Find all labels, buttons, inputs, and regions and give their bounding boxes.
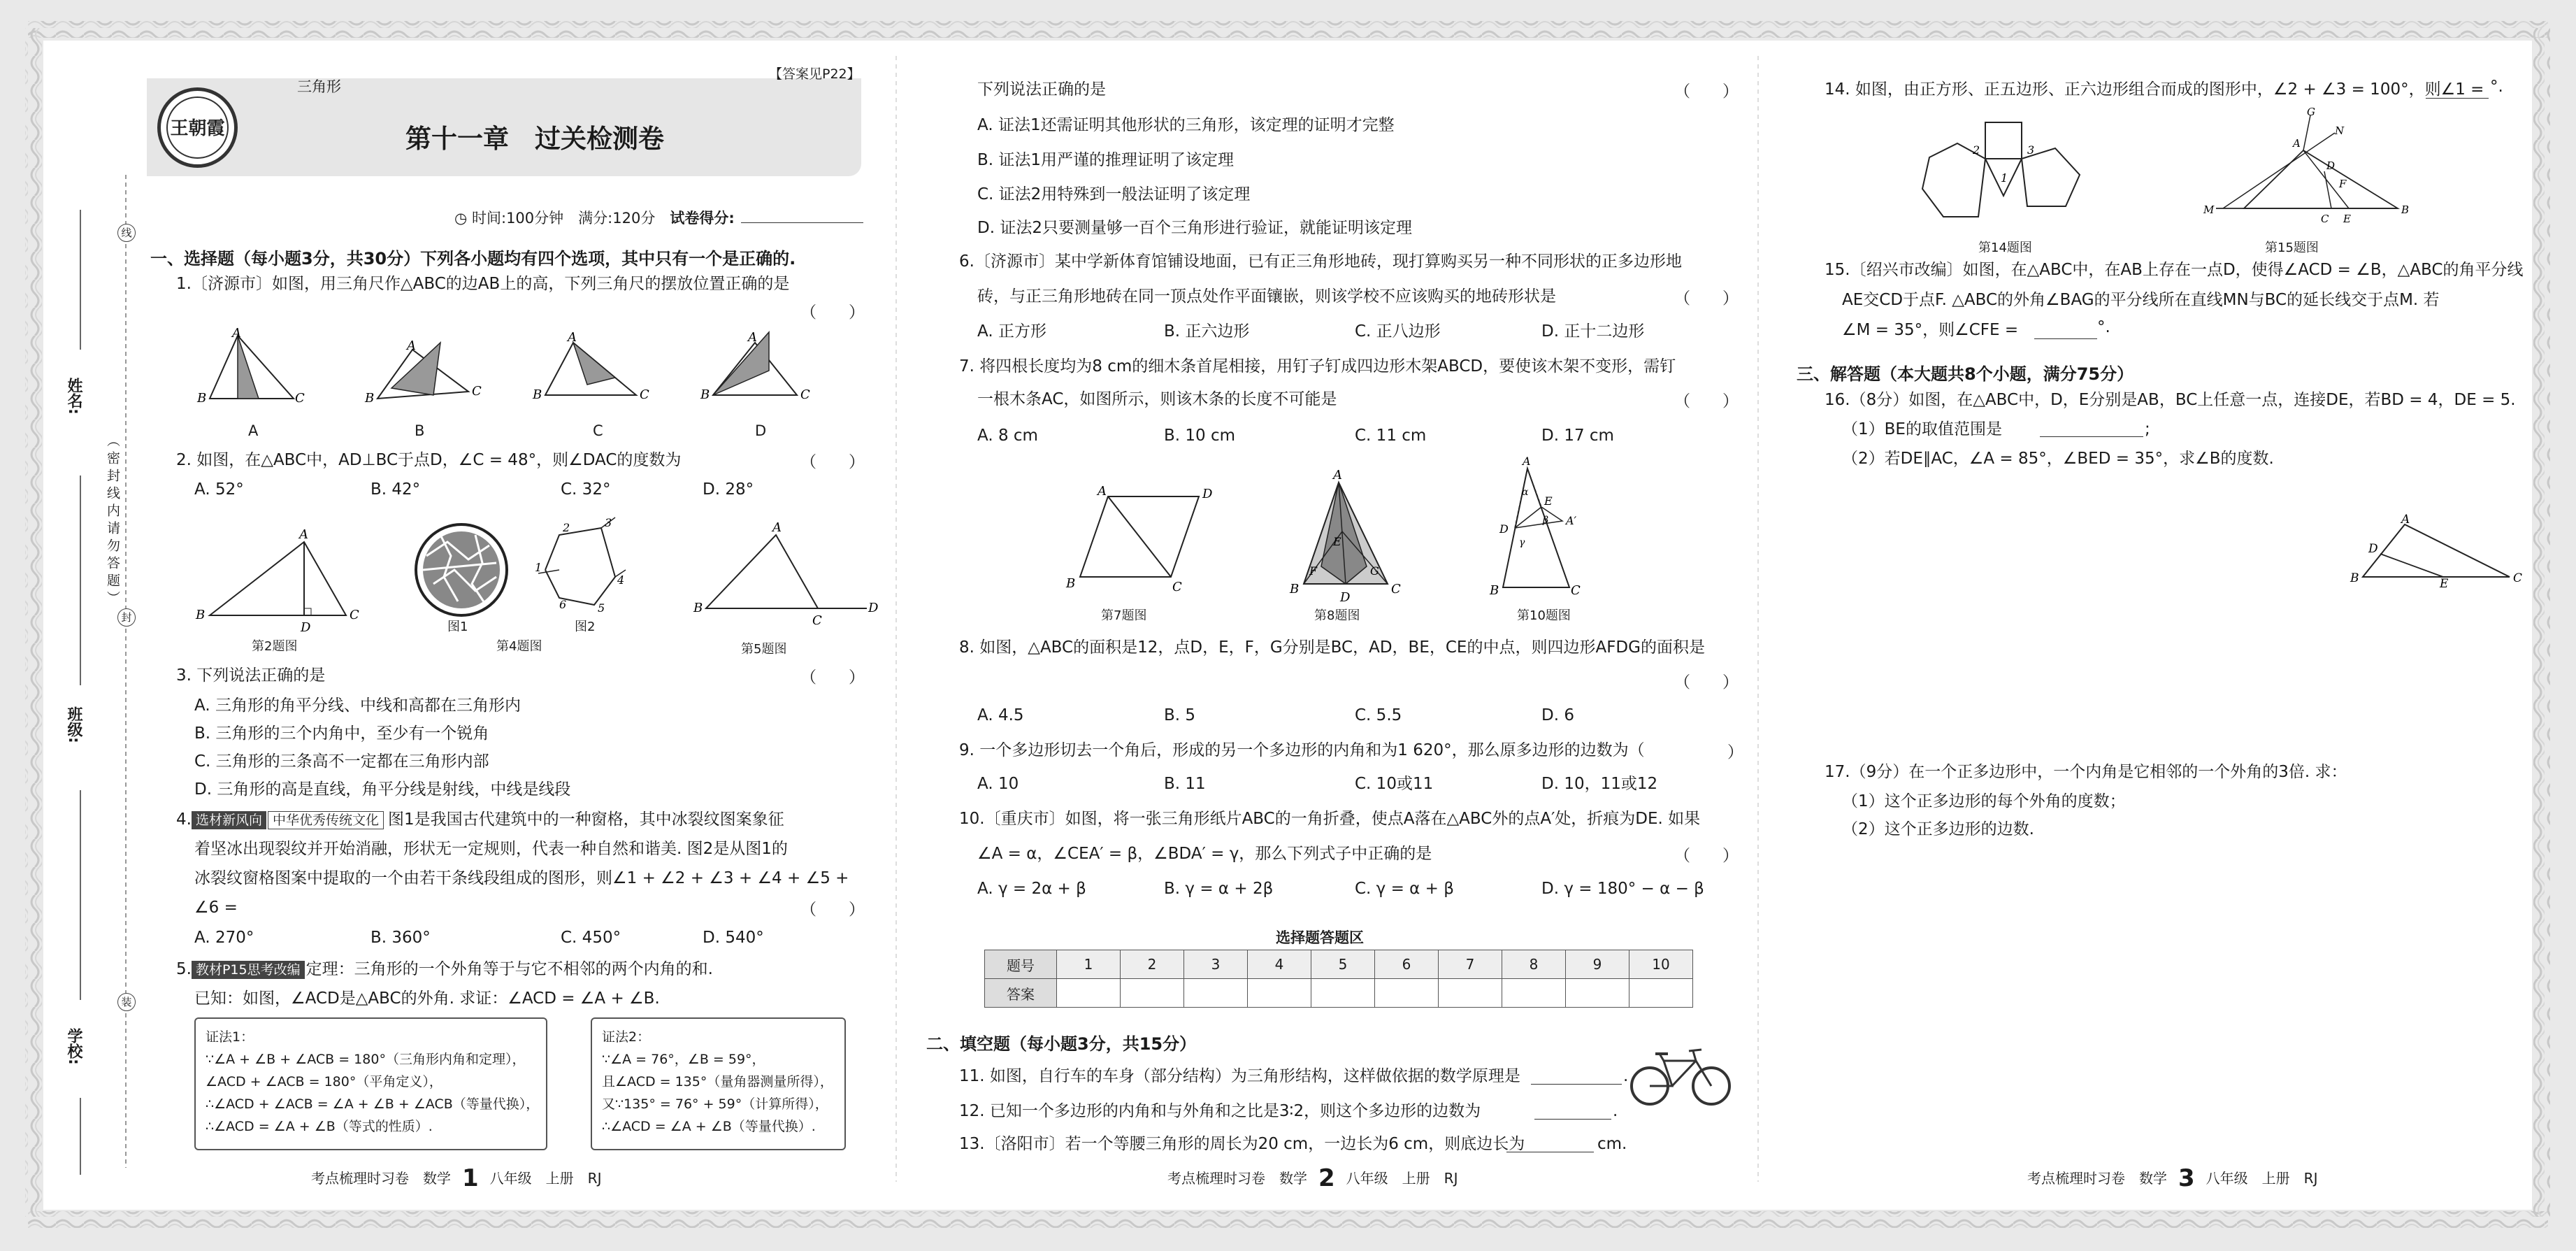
q15-line1: 15.〔绍兴市改编〕如图，在△ABC中，在AB上存在一点D，使得∠ACD = ∠B，△ABC的角平分线 <box>1825 261 2524 279</box>
q3-option-d[interactable]: D. 三角形的高是直线，角平分线是射线，中线是线段 <box>194 780 571 799</box>
q5-line2: 已知：如图，∠ACD是△ABC的外角. 求证：∠ACD = ∠A + ∠B. <box>194 989 660 1008</box>
svg-text:3: 3 <box>2027 143 2035 157</box>
svg-text:D: D <box>2326 159 2336 172</box>
q9-option-d[interactable]: D. 10，11或12 <box>1541 775 1658 793</box>
q1-label-a: A <box>248 422 259 439</box>
q7-line1: 7. 将四根长度均为8 cm的细木条首尾相接，用钉子钉成四边形木架ABCD，要使该木架不变形，需钉 <box>959 357 1676 376</box>
q16-line2: （1）BE的取值范围是 <box>1842 420 2002 438</box>
q6-option-a[interactable]: A. 正方形 <box>977 322 1046 341</box>
q1-label-b: B <box>415 422 425 439</box>
caption-q4: 第4题图 <box>496 639 542 654</box>
q12-text: 12. 已知一个多边形的内角和与外角和之比是3∶2，则这个多边形的边数为 <box>959 1102 1481 1120</box>
svg-text:B: B <box>1490 583 1499 598</box>
caption-q5: 第5题图 <box>741 642 787 657</box>
fig-q7 <box>1065 484 1213 594</box>
q10-option-c[interactable]: C. γ = α + β <box>1355 880 1454 898</box>
svg-text:D: D <box>2368 542 2378 556</box>
q5-option-b[interactable]: B. 证法1用严谨的推理证明了该定理 <box>977 151 1235 169</box>
q10-option-b[interactable]: B. γ = α + 2β <box>1164 880 1274 898</box>
info-lines <box>70 210 91 1189</box>
caption-q14: 第14题图 <box>1978 241 2032 255</box>
q10-answer-paren[interactable]: （ ） <box>1674 847 1739 865</box>
q15-degree: °. <box>2097 318 2110 336</box>
answer-table-header-row: 题号 1 2 3 4 5 6 7 8 9 10 <box>985 950 1693 979</box>
svg-text:F: F <box>2339 178 2347 190</box>
q9-option-b[interactable]: B. 11 <box>1164 775 1206 793</box>
seal-mark-2: 封 <box>117 608 136 627</box>
q2-option-b[interactable]: B. 42° <box>370 480 421 499</box>
fig-q8 <box>1289 468 1401 605</box>
q7-line2: 一根木条AC，如图所示，则该木条的长度不可能是 <box>977 390 1337 408</box>
q4-line1: 4. 选材新风向 中华优秀传统文化 图1是我国古代建筑中的一种窗格，其中冰裂纹图案象征 <box>176 810 784 829</box>
svg-text:A: A <box>299 527 308 542</box>
answer-cell-6[interactable] <box>1375 979 1439 1008</box>
svg-text:4: 4 <box>617 573 625 587</box>
section-2-heading: 二、填空题（每小题3分，共15分） <box>926 1034 1197 1054</box>
q8-option-d[interactable]: D. 6 <box>1541 706 1574 724</box>
answer-table <box>984 950 1693 1008</box>
svg-text:C: C <box>350 608 359 622</box>
answer-cell-5[interactable] <box>1311 979 1375 1008</box>
seal-mark-3: 装 <box>117 993 136 1011</box>
fig-q16 <box>2342 513 2524 591</box>
fig-window <box>416 524 507 615</box>
seal-notice: （密封线内请勿答题） <box>105 434 120 608</box>
footer-page-1: 考点梳理时习卷 数学 1 八年级 上册 RJ <box>311 1164 602 1192</box>
q12-period: . <box>1613 1102 1618 1120</box>
q11-text: 11. 如图，自行车的车身（部分结构）为三角形结构，这样做依据的数学原理是 <box>959 1067 1520 1085</box>
q10-option-a[interactable]: A. γ = 2α + β <box>977 880 1086 898</box>
svg-text:A: A <box>2401 513 2410 527</box>
q7-option-a[interactable]: A. 8 cm <box>977 427 1038 445</box>
q6-answer-paren[interactable]: （ ） <box>1674 289 1739 308</box>
svg-text:D: D <box>1202 487 1213 501</box>
footer-page-2: 考点梳理时习卷 数学 2 八年级 上册 RJ <box>1167 1164 1458 1192</box>
q1-answer-paren[interactable]: （ ） <box>800 303 865 322</box>
q5-tag: 教材P15思考改编 <box>192 961 305 979</box>
caption-q15: 第15题图 <box>2265 241 2319 255</box>
q1-fig-d <box>700 330 810 402</box>
q17-line1: 17.（9分）在一个正多边形中，一个内角是它相邻的一个外角的3倍. 求： <box>1825 763 2347 781</box>
svg-text:N: N <box>2335 124 2345 137</box>
fig-ice-crack <box>535 516 626 615</box>
q4-line2: 着坚冰出现裂纹并开始消融，形状无一定规则，代表一种自然和谐美. 图2是从图1的 <box>194 840 788 858</box>
svg-text:A: A <box>232 326 241 341</box>
svg-text:A: A <box>748 330 757 345</box>
answer-cell-2[interactable] <box>1121 979 1184 1008</box>
svg-text:B: B <box>2350 571 2359 585</box>
caption-fig2: 图2 <box>575 620 596 634</box>
svg-text:D: D <box>301 620 311 635</box>
time-info: ◷ 时间:100分钟 满分:120分 试卷得分: <box>454 210 735 227</box>
q6-option-d[interactable]: D. 正十二边形 <box>1541 322 1645 341</box>
q4-line4: ∠6 = <box>194 899 238 917</box>
svg-text:A: A <box>772 520 782 535</box>
svg-text:E: E <box>1544 494 1553 508</box>
q4-option-a[interactable]: A. 270° <box>194 929 254 947</box>
svg-text:A: A <box>1333 468 1342 482</box>
svg-text:γ: γ <box>1519 537 1525 548</box>
answer-table-title: 选择题答题区 <box>1276 929 1364 946</box>
q6-option-b[interactable]: B. 正六边形 <box>1164 322 1250 341</box>
q16-line1: 16.（8分）如图，在△ABC中，D，E分别是AB，BC上任意一点，连接DE，若BD = 4，DE = 5. <box>1825 391 2516 409</box>
svg-text:5: 5 <box>598 601 605 615</box>
section-3-heading: 三、解答题（本大题共8个小题，满分75分） <box>1797 364 2134 384</box>
svg-text:C: C <box>472 384 482 399</box>
q4-option-b[interactable]: B. 360° <box>370 929 431 947</box>
q5-answer-paren[interactable]: （ ） <box>1674 83 1739 101</box>
q6-option-c[interactable]: C. 正八边形 <box>1355 322 1441 341</box>
q16-line3: （2）若DE∥AC，∠A = 85°，∠BED = 35°，求∠B的度数. <box>1842 450 2274 468</box>
q2-answer-paren[interactable]: （ ） <box>800 453 865 471</box>
answer-cell-4[interactable] <box>1248 979 1311 1008</box>
q8-option-a[interactable]: A. 4.5 <box>977 706 1024 724</box>
q3-option-a[interactable]: A. 三角形的角平分线、中线和高都在三角形内 <box>194 696 521 715</box>
q5-option-a[interactable]: A. 证法1还需证明其他形状的三角形，该定理的证明才完整 <box>977 116 1395 134</box>
q17-line2: （1）这个正多边形的每个外角的度数； <box>1842 792 2126 810</box>
class-label: 班级: <box>65 706 82 743</box>
svg-text:B: B <box>1290 582 1300 596</box>
q14-text: 14. 如图，由正方形、正五边形、正六边形组合而成的图形中，∠2 + ∠3 = 100°，则∠1 = <box>1825 80 2484 99</box>
q13-text: 13.〔洛阳市〕若一个等腰三角形的周长为20 cm，一边长为6 cm，则底边长为 <box>959 1135 1525 1153</box>
q15-line3: ∠M = 35°，则∠CFE = <box>1842 321 2019 339</box>
q2-option-d[interactable]: D. 28° <box>703 480 754 499</box>
q9-option-c[interactable]: C. 10或11 <box>1355 775 1434 793</box>
answer-ref: 【答案见P22】 <box>769 66 861 82</box>
q5-option-d[interactable]: D. 证法2只要测量够一百个三角形进行验证，就能证明该定理 <box>977 219 1412 237</box>
logo <box>157 87 238 168</box>
q3-text: 3. 下列说法正确的是 <box>176 666 326 685</box>
svg-text:A: A <box>2293 137 2301 150</box>
svg-text:B: B <box>693 601 703 615</box>
svg-text:A: A <box>1523 455 1531 468</box>
q4-tag-culture: 中华优秀传统文化 <box>268 811 384 829</box>
svg-text:3: 3 <box>605 516 612 529</box>
proof-1-box: 证法1： ∵∠A + ∠B + ∠ACB = 180°（三角形内角和定理）， ∠ACD + ∠ACB = 180°（平角定义）， ∴∠ACD + ∠ACB = ∠A + ∠B + ∠ACB（等量代换）， ∴∠ACD = ∠A + ∠B（等式的性质）. <box>194 1017 547 1150</box>
q2-option-c[interactable]: C. 32° <box>561 480 611 499</box>
svg-text:A: A <box>568 330 577 345</box>
svg-text:M: M <box>2203 203 2215 216</box>
svg-text:2: 2 <box>1973 143 1980 157</box>
caption-q2: 第2题图 <box>252 639 298 654</box>
svg-text:1: 1 <box>535 561 542 574</box>
svg-text:D: D <box>1340 590 1351 605</box>
svg-text:E: E <box>1333 535 1341 548</box>
caption-q8: 第8题图 <box>1314 608 1360 623</box>
q7-q8-q10-figures <box>1066 455 1667 608</box>
svg-text:A: A <box>407 338 416 353</box>
svg-text:C: C <box>2513 571 2523 585</box>
q10-line1: 10.〔重庆市〕如图，将一张三角形纸片ABC的一角折叠，使点A落在△ABC外的点A′处，折痕为DE. 如果 <box>959 810 1701 828</box>
q17-line3: （2）这个正多边形的边数. <box>1842 820 2034 838</box>
svg-text:6: 6 <box>559 598 567 611</box>
bicycle-icon <box>1629 1045 1734 1108</box>
q9-option-a[interactable]: A. 10 <box>977 775 1019 793</box>
svg-text:C: C <box>800 387 810 402</box>
section-label: 三角形 <box>297 78 341 95</box>
name-label: 姓名: <box>65 378 82 415</box>
q3-option-b[interactable]: B. 三角形的三个内角中，至少有一个锐角 <box>194 724 489 743</box>
svg-text:B: B <box>1066 576 1076 591</box>
q1-fig-a <box>196 326 305 406</box>
q4-answer-paren[interactable]: （ ） <box>800 901 865 919</box>
fig-q14 <box>1922 122 2080 217</box>
caption-q10: 第10题图 <box>1517 608 1571 623</box>
svg-text:C: C <box>2321 213 2329 225</box>
q4-option-c[interactable]: C. 450° <box>561 929 621 947</box>
svg-text:C: C <box>812 613 822 628</box>
q7-answer-paren[interactable]: （ ） <box>1674 392 1739 410</box>
q6-line1: 6.〔济源市〕某中学新体育馆铺设地面，已有正三角形地砖，现打算购买另一种不同形状的正多边形地 <box>959 252 1682 271</box>
svg-text:D: D <box>1499 522 1509 536</box>
q4-line3: 冰裂纹窗格图案中提取的一个由若干条线段组成的图形，则∠1 + ∠2 + ∠3 + ∠4 + ∠5 + <box>194 869 849 887</box>
q10-line2: ∠A = α，∠CEA′ = β，∠BDA′ = γ，那么下列式子中正确的是 <box>977 845 1432 863</box>
q15-blank[interactable] <box>2034 338 2097 339</box>
q8-text: 8. 如图，△ABC的面积是12，点D，E，F，G分别是BC，AD，BE，CE的中点，则四边形AFDG的面积是 <box>959 638 1705 657</box>
svg-text:α: α <box>1522 487 1529 498</box>
svg-text:B: B <box>2401 203 2410 216</box>
q14-degree: °. <box>2490 78 2503 96</box>
q2-option-a[interactable]: A. 52° <box>194 480 244 499</box>
q2-q5-figures <box>196 514 881 633</box>
svg-text:1: 1 <box>2001 171 2008 185</box>
svg-text:β: β <box>1543 515 1549 526</box>
svg-text:C: C <box>1172 580 1182 594</box>
q1-figures <box>189 326 810 420</box>
fig-q2 <box>195 527 359 635</box>
answer-cell-1[interactable] <box>1057 979 1121 1008</box>
q3-option-c[interactable]: C. 三角形的三条高不一定都在三角形内部 <box>194 752 489 771</box>
footer-page-3: 考点梳理时习卷 数学 3 八年级 上册 RJ <box>2027 1164 2318 1192</box>
seal-mark-1: 线 <box>117 224 136 242</box>
answer-cell-8[interactable] <box>1502 979 1566 1008</box>
svg-text:A: A <box>1098 484 1107 499</box>
q1-fig-c <box>532 330 649 402</box>
svg-text:E: E <box>2440 577 2449 591</box>
q12-blank[interactable] <box>1534 1119 1611 1120</box>
answer-cell-3[interactable] <box>1184 979 1248 1008</box>
q2-text: 2. 如图，在△ABC中，AD⊥BC于点D，∠C = 48°，则∠DAC的度数为 <box>176 451 682 469</box>
proof-2-box: 证法2： ∵∠A = 76°，∠B = 59°， 且∠ACD = 135°（量角器测量所得）， 又∵135° = 76° + 59°（计算所得）， ∴∠ACD = ∠A + ∠B（等量代换）. <box>591 1017 846 1150</box>
q8-option-c[interactable]: C. 5.5 <box>1355 706 1402 724</box>
svg-text:B: B <box>700 387 710 402</box>
q11-period: . <box>1623 1067 1629 1085</box>
q9-text: 9. 一个多边形切去一个角后，形成的另一个多边形的内角和为1 620°，那么原多边形的边数为（ <box>959 741 1645 759</box>
q9-answer-paren[interactable]: ） <box>1695 743 1743 762</box>
q4-tag-new: 选材新风向 <box>192 811 266 829</box>
svg-text:C: C <box>1391 582 1401 596</box>
fig-q5 <box>693 520 879 628</box>
logo-text: 王朝霞 <box>166 96 229 159</box>
svg-text:B: B <box>533 387 542 402</box>
svg-text:G: G <box>1370 564 1379 578</box>
svg-text:E: E <box>2343 213 2351 225</box>
q1-label-c: C <box>593 422 603 439</box>
q10-option-d[interactable]: D. γ = 180° − α − β <box>1541 880 1704 898</box>
q8-option-b[interactable]: B. 5 <box>1164 706 1196 724</box>
answer-cell-7[interactable] <box>1439 979 1502 1008</box>
q7-option-b[interactable]: B. 10 cm <box>1164 427 1236 445</box>
q14-q15-figures <box>1915 105 2461 238</box>
q5-option-c[interactable]: C. 证法2用特殊到一般法证明了该定理 <box>977 185 1251 203</box>
svg-text:D: D <box>868 601 879 615</box>
q8-answer-paren[interactable]: （ ） <box>1674 673 1739 692</box>
svg-text:A′: A′ <box>1566 514 1577 527</box>
q5-line1: 5. 教材P15思考改编 定理：三角形的一个外角等于与它不相邻的两个内角的和. <box>176 960 713 978</box>
svg-text:G: G <box>2307 106 2315 118</box>
answer-cell-9[interactable] <box>1566 979 1629 1008</box>
svg-text:B: B <box>196 608 206 622</box>
q3-answer-paren[interactable]: （ ） <box>800 669 865 687</box>
answer-cell-10[interactable] <box>1629 979 1693 1008</box>
section-1-heading: 一、选择题（每小题3分，共30分）下列各小题均有四个选项，其中只有一个是正确的. <box>150 249 796 269</box>
caption-fig1: 图1 <box>447 620 468 634</box>
clock-icon: ◷ <box>454 210 472 227</box>
svg-text:2: 2 <box>563 521 570 534</box>
answer-table-answer-row: 答案 <box>985 979 1693 1008</box>
q4-option-d[interactable]: D. 540° <box>703 929 764 947</box>
fig-q15 <box>2203 106 2409 225</box>
svg-text:C: C <box>295 391 305 406</box>
q7-option-c[interactable]: C. 11 cm <box>1355 427 1427 445</box>
school-label: 学校: <box>65 1028 82 1065</box>
svg-text:C: C <box>640 387 649 402</box>
q1-fig-b <box>364 338 482 406</box>
q15-line2: AE交CD于点F. △ABC的外角∠BAG的平分线所在直线MN与BC的延长线交于点M. 若 <box>1842 291 2440 309</box>
q16-blank[interactable] <box>2040 436 2143 437</box>
score-blank[interactable] <box>741 222 863 223</box>
q6-line2: 砖，与正三角形地砖在同一顶点处作平面镶嵌，则该学校不应该购买的地砖形状是 <box>977 287 1556 306</box>
q13-unit: cm. <box>1597 1135 1627 1153</box>
caption-q7: 第7题图 <box>1101 608 1147 623</box>
q5-cont: 下列说法正确的是 <box>977 80 1106 99</box>
binding-line <box>84 175 154 1168</box>
q11-blank[interactable] <box>1531 1084 1622 1085</box>
svg-text:F: F <box>1309 564 1318 578</box>
q1-label-d: D <box>755 422 767 439</box>
fig-q10 <box>1489 455 1581 598</box>
q1-text: 1.〔济源市〕如图，用三角尺作△ABC的边AB上的高，下列三角尺的摆放位置正确的是 <box>176 275 790 293</box>
svg-text:B: B <box>365 391 375 406</box>
svg-text:B: B <box>197 391 207 406</box>
q7-option-d[interactable]: D. 17 cm <box>1541 427 1614 445</box>
page-title: 第十一章 过关检测卷 <box>405 124 664 154</box>
q16-semicolon: ; <box>2145 420 2150 438</box>
svg-text:C: C <box>1571 583 1581 598</box>
q14-blank[interactable] <box>2426 98 2489 99</box>
